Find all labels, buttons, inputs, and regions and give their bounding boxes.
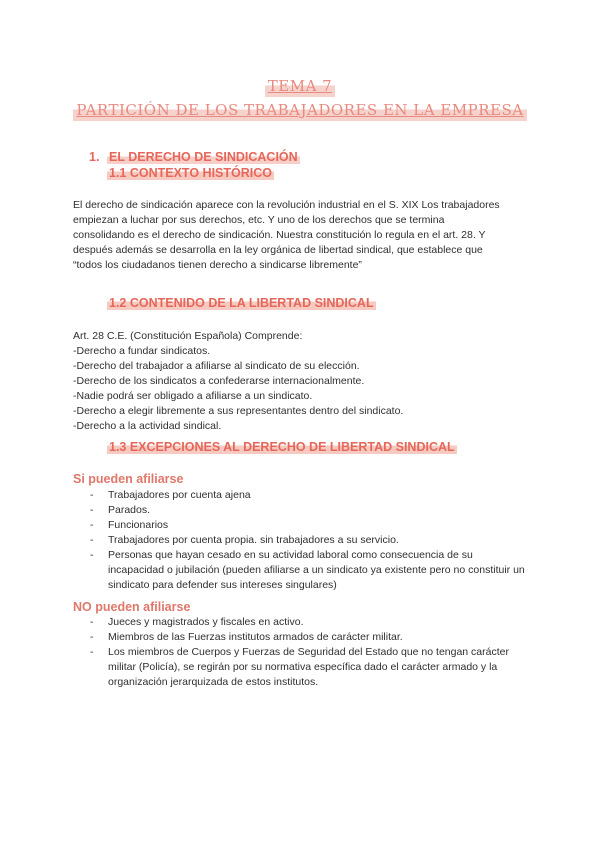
dash-bullet: - [90,616,94,628]
section-1-heading [89,150,300,164]
dash-bullet: - [90,631,94,643]
list-line: -Nadie podrá ser obligado a afiliarse a un sindicato. [73,390,313,402]
list-item: - Los miembros de Cuerpos y Fuerzas de Seguridad del Estado que no tengan carácter militar (Policía), se regirán por su normativa específica dado el carácter armado y la organización jerarquizada de estos institutos. [90,646,509,688]
paragraph-line: consolidando es el derecho de sindicación. Nuestra constitución lo regula en el art. 28. Y [73,229,486,241]
list-line: -Derecho a la actividad sindical. [73,420,222,432]
list-line: -Derecho a elegir libremente a sus representantes dentro del sindicato. [73,405,404,417]
list-line: Art. 28 C.E. (Constitución Española) Comprende: [73,330,303,342]
list-line: -Derecho del trabajador a afiliarse al sindicato de su elección. [73,360,360,372]
dash-bullet: - [90,534,94,546]
list-item: - Trabajadores por cuenta propia. sin trabajadores a su servicio. [90,534,399,546]
section-1-2-title: 1.2 CONTENIDO DE LA LIBERTAD SINDICAL [109,296,374,310]
dash-bullet: - [90,549,94,561]
title-line-1: TEMA 7 [265,76,335,97]
list-item: - Parados. [90,504,151,516]
si-pueden-heading: Si pueden afiliarse [73,472,184,486]
list-item: - Trabajadores por cuenta ajena [90,489,251,501]
list-line: -Derecho a fundar sindicatos. [73,345,211,357]
no-pueden-heading: NO pueden afiliarse [73,600,191,614]
document-title [0,76,600,121]
list-item: - Miembros de las Fuerzas institutos armados de carácter militar. [90,631,403,643]
dash-bullet: - [90,504,94,516]
section-1-2-heading [107,296,376,310]
section-1-1-heading [107,166,274,180]
title-line-2: PARTICIÓN DE LOS TRABAJADORES EN LA EMPRESA [73,100,526,121]
list-item: - Jueces y magistrados y fiscales en activo. [90,616,304,628]
list-item: - Funcionarios [90,519,169,531]
list-line: -Derecho de los sindicatos a confederarse internacionalmente. [73,375,365,387]
section-1-1-title: 1.1 CONTEXTO HISTÓRICO [109,166,272,180]
dash-bullet: - [90,646,94,658]
dash-bullet: - [90,489,94,501]
paragraph-line: “todos los ciudadanos tienen derecho a sindicarse libremente” [73,259,362,271]
section-1-number: 1. [89,150,100,164]
section-1-1-paragraph [73,198,527,273]
si-pueden-list [90,488,530,593]
section-1-3-title: 1.3 EXCEPCIONES AL DERECHO DE LIBERTAD SINDICAL [109,440,455,454]
section-1-3-heading [107,440,457,454]
paragraph-line: empiezan a luchar por sus derechos, etc. Y uno de los derechos que se termina [73,214,445,226]
list-item: - Personas que hayan cesado en su actividad laboral como consecuencia de su incapacidad o jubilación (pueden afiliarse a un sindicato ya existente pero no constituir un sindicato para defender sus intereses singulares) [90,549,525,591]
dash-bullet: - [90,519,94,531]
paragraph-line: después además se desarrolla en la ley orgánica de libertad sindical, que establece que [73,244,483,256]
section-1-2-list [73,329,533,434]
section-1-title: EL DERECHO DE SINDICACIÓN [109,150,298,164]
no-pueden-list [90,615,530,690]
paragraph-line: El derecho de sindicación aparece con la revolución industrial en el S. XIX Los trabajadores [73,199,500,211]
